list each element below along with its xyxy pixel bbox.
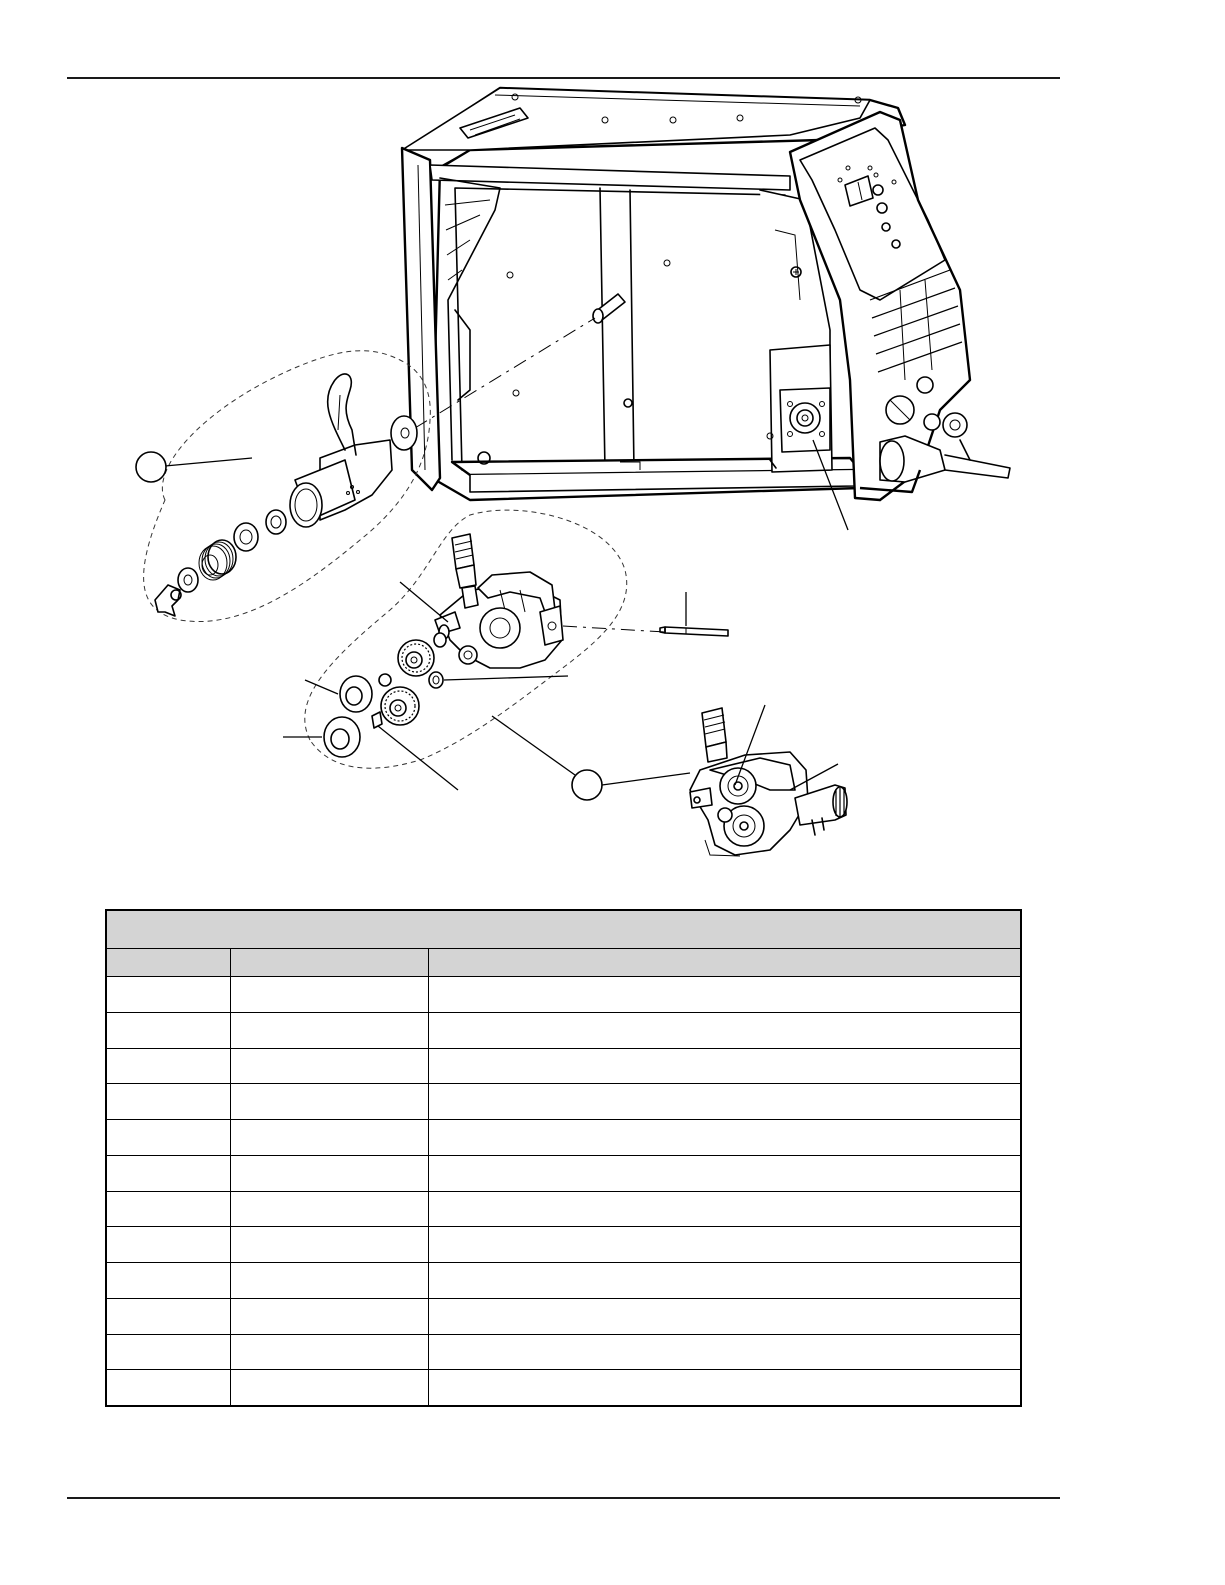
callout-leader-screw [378, 726, 458, 790]
callout-leader-spool-hub [165, 458, 252, 466]
drive-roll-lower [324, 717, 360, 757]
cell-part-number [230, 1120, 428, 1156]
guide-tube-pin [660, 627, 728, 636]
cell-part-number [230, 1227, 428, 1263]
cell-description [428, 1191, 1021, 1227]
welder-cabinet [402, 88, 1010, 530]
table-row [106, 977, 1021, 1013]
cell-item [106, 1263, 230, 1299]
tension-spring [199, 540, 236, 580]
parts-list-table [105, 909, 1022, 1407]
cell-item [106, 1084, 230, 1120]
table-row [106, 1048, 1021, 1084]
table-row [106, 1155, 1021, 1191]
balloon-spool-hub-group [136, 452, 166, 482]
assembled-wire-feeder [690, 708, 847, 856]
cell-item [106, 1048, 230, 1084]
table-header-row [106, 948, 1021, 977]
drive-roll-group [305, 510, 665, 768]
cell-part-number [230, 1263, 428, 1299]
drive-gear-upper [398, 640, 434, 676]
cell-item [106, 1334, 230, 1370]
cell-item [106, 1227, 230, 1263]
exploded-parts-diagram [0, 80, 1225, 890]
cell-item [106, 977, 230, 1013]
cell-part-number [230, 1155, 428, 1191]
cell-description [428, 1120, 1021, 1156]
drive-gear-lower [381, 687, 419, 725]
cell-part-number [230, 1191, 428, 1227]
table-row [106, 1013, 1021, 1049]
cell-item [106, 1013, 230, 1049]
cell-part-number [230, 1013, 428, 1049]
cell-part-number [230, 1298, 428, 1334]
cell-description [428, 1263, 1021, 1299]
drive-roll-upper [340, 676, 372, 712]
cell-description [428, 1227, 1021, 1263]
cell-part-number [230, 1334, 428, 1370]
callout-leader-assembled [602, 773, 690, 785]
cell-item [106, 1191, 230, 1227]
cell-item [106, 1155, 230, 1191]
cell-description [428, 1334, 1021, 1370]
col-header-part-number [230, 948, 428, 977]
table-row [106, 1120, 1021, 1156]
table-row [106, 1263, 1021, 1299]
callout-leader-inlet [400, 582, 448, 622]
cell-part-number [230, 1048, 428, 1084]
feeder-mount-plate [767, 345, 832, 472]
cell-description [428, 1155, 1021, 1191]
footer-rule [67, 1497, 1060, 1499]
table-caption [106, 910, 1021, 948]
table-row [106, 1191, 1021, 1227]
col-header-description [428, 948, 1021, 977]
balloon-drive-roll-group [572, 770, 602, 800]
table-row [106, 1370, 1021, 1406]
cell-description [428, 1084, 1021, 1120]
callout-leader-roll-upper [305, 680, 338, 694]
header-rule [67, 77, 1060, 79]
cell-item [106, 1120, 230, 1156]
cell-description [428, 1370, 1021, 1406]
cell-description [428, 1048, 1021, 1084]
table-row [106, 1334, 1021, 1370]
cell-description [428, 1013, 1021, 1049]
table-row [106, 1084, 1021, 1120]
cell-description [428, 977, 1021, 1013]
col-header-item [106, 948, 230, 977]
cell-part-number [230, 977, 428, 1013]
cell-item [106, 1298, 230, 1334]
cell-part-number [230, 1084, 428, 1120]
table-row [106, 1227, 1021, 1263]
cell-part-number [230, 1370, 428, 1406]
cell-item [106, 1370, 230, 1406]
cell-description [428, 1298, 1021, 1334]
table-row [106, 1298, 1021, 1334]
table-caption-row [106, 910, 1021, 948]
callout-leader-drive-group [492, 716, 575, 775]
